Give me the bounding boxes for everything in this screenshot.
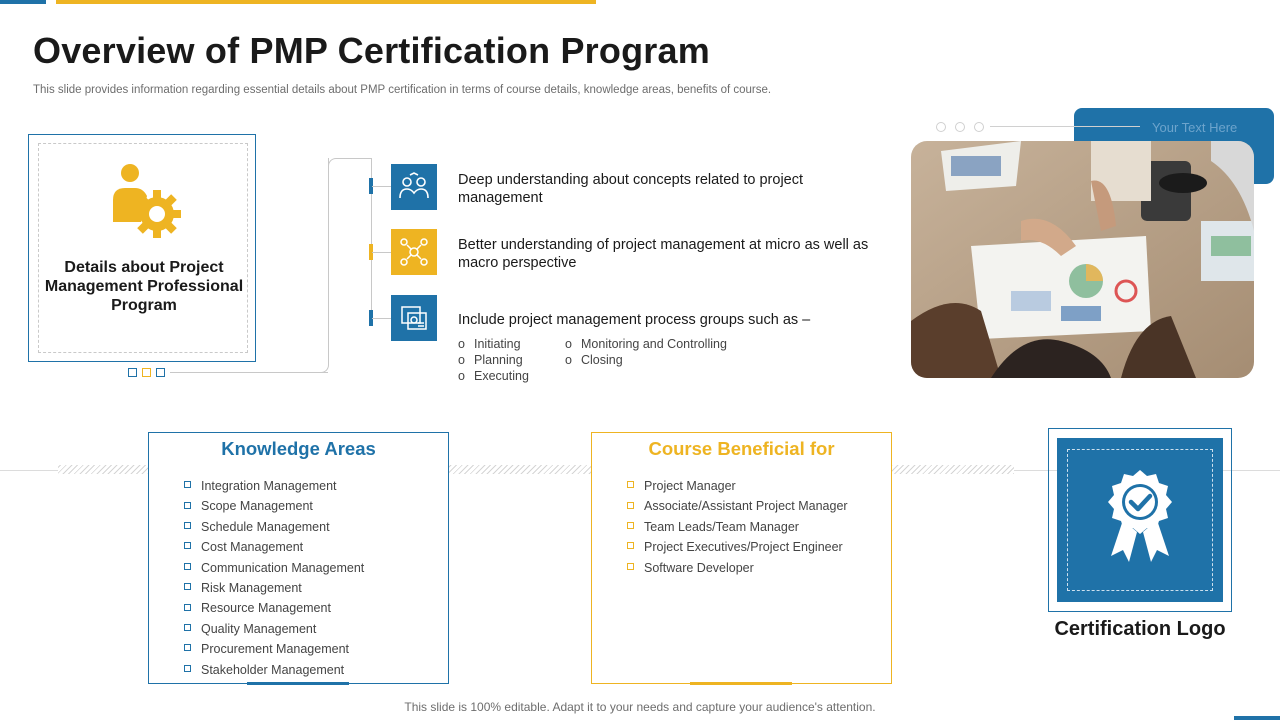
card-accent [690, 682, 792, 685]
process-group-item: o Monitoring and Controlling [565, 337, 727, 351]
top-accent-blue [0, 0, 46, 4]
person-gear-icon [105, 160, 185, 244]
meeting-photo [911, 141, 1254, 378]
card-accent [247, 682, 349, 685]
connector-line [170, 372, 328, 373]
details-box [28, 134, 256, 362]
bullet-text-3: Include project management process groups such as – [458, 312, 811, 328]
footer-note: This slide is 100% editable. Adapt it to your needs and capture your audience's attention. [404, 700, 876, 714]
bullet-text-1: Deep understanding about concepts related to project management [458, 172, 804, 206]
connector-corner [328, 158, 337, 167]
list-item: Resource Management [184, 601, 364, 621]
list-item: Risk Management [184, 581, 364, 601]
course-beneficial-list [627, 479, 848, 581]
list-item: Cost Management [184, 540, 364, 560]
course-beneficial-title: Course Beneficial for [648, 438, 835, 459]
process-icon [391, 295, 437, 341]
bullet-line [372, 318, 392, 319]
page-title: Overview of PMP Certification Program [33, 30, 710, 71]
course-beneficial-card [591, 432, 892, 684]
certification-badge-icon [1103, 468, 1177, 564]
list-item: Project Manager [627, 479, 848, 499]
pager-square [156, 368, 165, 377]
connector-line [328, 158, 329, 364]
caption-line [990, 126, 1140, 127]
details-inner [38, 143, 248, 353]
certification-panel [1057, 438, 1223, 602]
knowledge-areas-list [184, 479, 364, 683]
list-item: Project Executives/Project Engineer [627, 540, 848, 560]
process-group-item: o Planning [458, 353, 523, 367]
pager-square [142, 368, 151, 377]
list-item: Stakeholder Management [184, 663, 364, 683]
corner-accent [1234, 716, 1280, 720]
bullet-line [372, 252, 392, 253]
process-group-item: o Closing [565, 353, 623, 367]
list-item: Software Developer [627, 561, 848, 581]
photo-caption: Your Text Here [1152, 120, 1238, 135]
list-item: Quality Management [184, 622, 364, 642]
list-item: Integration Management [184, 479, 364, 499]
knowledge-areas-title: Knowledge Areas [221, 438, 376, 459]
certification-label: Certification Logo [1054, 618, 1226, 640]
dots [936, 122, 996, 134]
bullet-text-2: Better understanding of project management at micro as well as macro perspective [458, 237, 869, 271]
top-accent-gold [56, 0, 596, 4]
process-group-item: o Executing [458, 369, 529, 383]
pager-square [128, 368, 137, 377]
list-item: Schedule Management [184, 520, 364, 540]
connector-line [336, 158, 372, 159]
team-icon [391, 164, 437, 210]
list-item: Procurement Management [184, 642, 364, 662]
knowledge-areas-card [148, 432, 449, 684]
page-subtitle: This slide provides information regarding essential details about PMP certification in terms of course details, knowledge areas, benefits of course. [33, 84, 772, 96]
process-group-item: o Initiating [458, 337, 521, 351]
network-icon [391, 229, 437, 275]
details-text: Details about Project Management Professional Program [44, 259, 244, 314]
certification-box [1048, 428, 1232, 612]
bullet-line [372, 186, 392, 187]
list-item: Associate/Assistant Project Manager [627, 499, 848, 519]
list-item: Scope Management [184, 499, 364, 519]
list-item: Team Leads/Team Manager [627, 520, 848, 540]
list-item: Communication Management [184, 561, 364, 581]
